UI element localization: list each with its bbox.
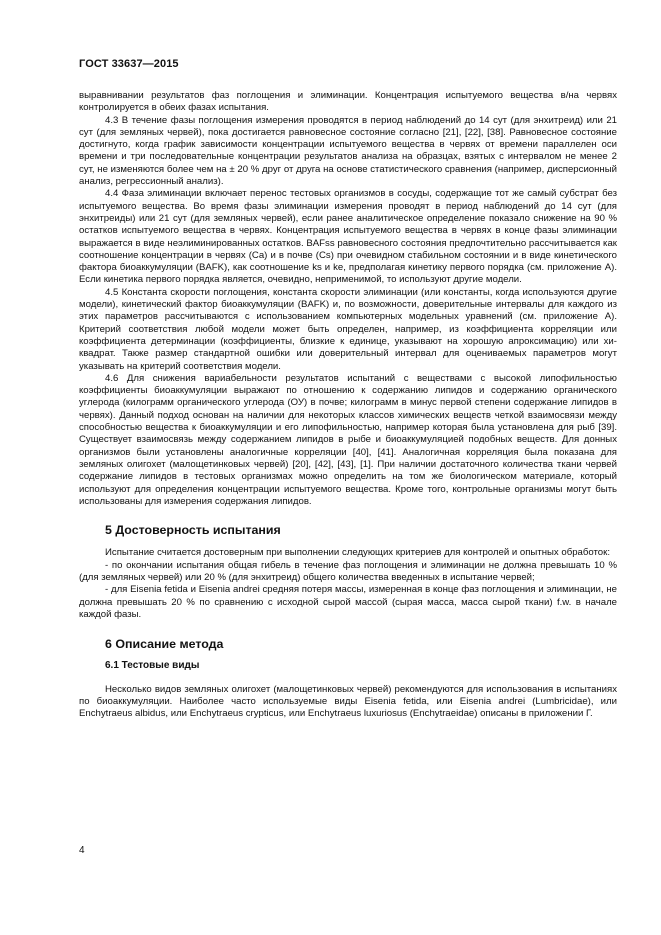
section-5-criterion-2: - для Eisenia fetida и Eisenia andrei средняя потеря массы, измеренная в конце фаз поглощения и элиминации, не должна превышать 20 % по сравнению с исходной сырой массой (сырая масса, масса сырой ткани) f.w. в начале каждой фазы. xyxy=(79,584,617,620)
subsection-6-1-text: Несколько видов земляных олигохет (малощетинковых червей) рекомендуются для использования в испытаниях по биоаккумуляции. Наиболее часто используемые виды Eisenia fetida, или Eisenia andrei (Lumbricidae), или Enchytraeus albidus, или Enchytraeus crypticus, или Enchytraeus luxuriosus (Enchytraeidae) описаны в приложении Г. xyxy=(79,683,617,720)
document-body xyxy=(79,90,617,721)
section-5-heading: 5 Достоверность испытания xyxy=(105,523,281,538)
section-6-heading: 6 Описание метода xyxy=(105,637,224,652)
section-5-criterion-1: - по окончании испытания общая гибель в течение фаз поглощения и элиминации не должна превышать 10 % (для земляных червей) или 20 % (для энхитреид) общего количества введенных в испытание червей; xyxy=(79,559,617,583)
page-number: 4 xyxy=(79,845,85,856)
paragraph-4-4: 4.4 Фаза элиминации включает перенос тестовых организмов в сосуды, содержащие тот же самый субстрат без испытуемого вещества. Во время фазы элиминации измерения проводят в период наблюдений до 14 сут (для энхитреиды) или 21 сут (для земляных червей), если ранее аналитическое определение показало снижение на 90 % остатков испытуемого вещества в червях. Концентрация испытуемого вещества в червях в конце фазы элиминации выражается в виде неэлиминированных остатков. BAFss равновесного состояния предпочтительно рассчитывается как соотношение концентрации в червях (Ca) и в почве (Cs) при очевидном стабильном состоянии и в виде кинетического фактора биоаккумуляции (BAFK), как соотношение ks и ke, предполагая кинетику первого порядка (см. приложение А). Если кинетика первого порядка является, очевидно, неприменимой, то используют другие модели. xyxy=(79,188,617,286)
document-header: ГОСТ 33637—2015 xyxy=(79,58,179,70)
paragraph-4-5: 4.5 Константа скорости поглощения, константа скорости элиминации (или константы, когда используются другие модели), кинетический фактор биоаккумуляции (BAFK) и, по возможности, доверительные интервалы для каждого из этих параметров рассчитываются с использованием компьютерных модельных уравнений (см. приложение А). Критерий соответствия любой модели может быть определен, например, из коэффициента корреляции или коэффициента детерминации (коэффициенты, близкие к единице, указывают на хорошую апроксимацию) или хи-квадрат. Также размер стандартной ошибки или доверительный интервал для оцениваемых параметров могут указывать на критерий соответствия модели. xyxy=(79,286,617,372)
subsection-6-1-heading: 6.1 Тестовые виды xyxy=(105,660,200,672)
section-5-intro: Испытание считается достоверным при выполнении следующих критериев для контролей и опытных обработок: xyxy=(105,547,610,559)
paragraph-4-3: 4.3 В течение фазы поглощения измерения проводятся в период наблюдений до 14 сут (для энхитреид) или 21 сут (для земляных червей), пока достигается равновесное состояние согласно [21], [22], [38]. Равновесное состояние достигнуто, когда график зависимости концентрации испытуемого вещества в червях от времени параллелен оси времени и три последовательные концентрации результатов анализа на образцах, взятых с интервалом не менее 2 сут, не изменяются более чем на ± 20 % друг от друга на основе статистического сравнения (например, дисперсионный анализ, регрессионный анализ). xyxy=(79,114,617,188)
paragraph-continuation: выравнивании результатов фаз поглощения и элиминации. Концентрация испытуемого вещества в/на червях контролируется в обеих фазах испытания. xyxy=(79,90,617,114)
paragraph-4-6: 4.6 Для снижения вариабельности результатов испытаний с веществами с высокой липофильностью коэффициенты биоаккумуляции выражают по отношению к содержанию липидов и содержанию органического углерода (килограмм органического углерода (ОУ) в почве; килограмм в минус первой степени содержание липидов в червях). Данный подход основан на наличии для некоторых классов химических веществ четкой взаимосвязи между способностью вещества к биоаккумуляции и его липофильностью, например которая была установлена для рыб [39]. Существует взаимосвязь между содержанием липидов в рыбе и биоаккумуляцией подобных веществ. Для донных организмов были установлены аналогичные корреляции [40], [41]. Аналогичная корреляция была показана для земляных олигохет (малощетинковых червей) [20], [42], [43], [1]. При наличии достаточного количества ткани червей содержание липидов в тестовых организмах можно определить на том же биологическом материале, который используют для определения концентрации испытуемого вещества. Кроме того, контрольные организмы могут быть использованы для измерения содержания липидов. xyxy=(79,372,617,507)
